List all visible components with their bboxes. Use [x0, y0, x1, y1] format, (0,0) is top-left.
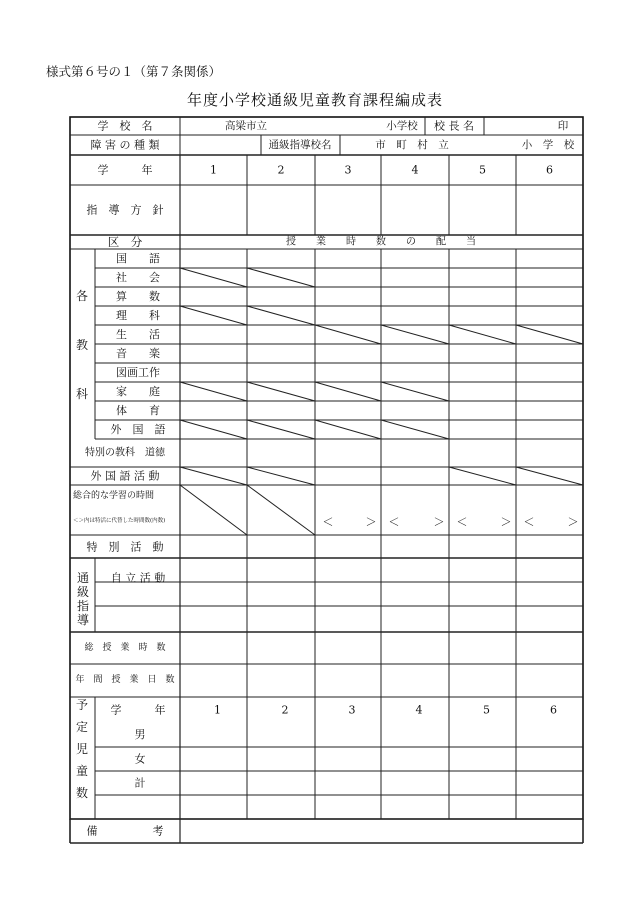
municipality-text: 市 町 村 立 — [375, 139, 449, 151]
division-label: 区 分 — [107, 235, 143, 249]
grade-number-4: 4 — [411, 163, 419, 177]
gender-label-2: 女 — [134, 752, 146, 766]
city-text: 高梁市立 — [225, 120, 267, 132]
principal-label: 校 長 名 — [434, 119, 474, 133]
expected-grade-4: 4 — [415, 703, 423, 717]
expected-grade-6: 6 — [550, 703, 557, 717]
remarks-label: 備 考 — [86, 824, 164, 838]
gender-label-3: 計 — [134, 776, 146, 790]
subject-label-8: 家 庭 — [116, 385, 160, 398]
hours-allocation-header: 授 業 時 数 の 配 当 — [286, 236, 476, 248]
subject-group-char: 各 — [75, 289, 89, 303]
grade-number-5: 5 — [479, 163, 486, 177]
gender-label-1: 男 — [134, 728, 146, 741]
expected-group-char: 数 — [75, 786, 89, 800]
subject-label-9: 体 育 — [116, 404, 160, 417]
seal-label: 印 — [557, 120, 569, 132]
bracket-close: ＞ — [365, 515, 377, 529]
moral-education-label: 特別の教科 道徳 — [85, 447, 165, 459]
not-applicable-diagonal — [449, 467, 516, 485]
not-applicable-diagonal — [381, 325, 449, 344]
school-type-text: 小学校 — [386, 120, 418, 132]
tsukyu-group-char: 導 — [76, 613, 90, 627]
not-applicable-diagonal — [247, 420, 315, 439]
not-applicable-diagonal — [247, 485, 315, 535]
not-applicable-diagonal — [180, 420, 247, 439]
special-activity-label: 特 別 活 動 — [86, 540, 164, 554]
subject-label-10: 外 国 語 — [110, 423, 166, 436]
expected-group-char: 童 — [75, 764, 89, 778]
independence-activity-label: 自 立 活 動 — [110, 571, 166, 585]
guidance-policy-label: 指 導 方 針 — [86, 203, 164, 217]
not-applicable-diagonal — [247, 268, 315, 287]
bracket-open: ＜ — [456, 515, 468, 529]
not-applicable-diagonal — [315, 325, 381, 344]
not-applicable-diagonal — [516, 325, 583, 344]
not-applicable-diagonal — [180, 306, 247, 325]
tsukyu-group-char: 級 — [76, 585, 90, 599]
subject-label-3: 算 数 — [116, 290, 160, 303]
tsukyu-group-char: 指 — [76, 599, 90, 613]
school-name-label: 学 校 名 — [97, 119, 153, 133]
bracket-close: ＞ — [433, 515, 445, 529]
integrated-study-label: 総合的な学習の時間 — [73, 491, 155, 501]
subject-label-7: 図画工作 — [116, 366, 160, 379]
bracket-open: ＜ — [322, 515, 334, 529]
school-type-suffix: 小 学 校 — [521, 139, 575, 151]
not-applicable-diagonal — [315, 382, 381, 401]
foreign-language-activity-label: 外 国 語 活 動 — [90, 469, 160, 483]
bracket-close: ＞ — [567, 515, 579, 529]
expected-grade-5: 5 — [483, 703, 490, 717]
grade-number-1: 1 — [210, 163, 217, 177]
grade-number-6: 6 — [546, 163, 553, 177]
bracket-open: ＜ — [388, 515, 400, 529]
subject-label-6: 音 楽 — [116, 347, 160, 360]
annual-days-label: 年 間 授 業 日 数 — [75, 675, 175, 685]
grade-number-3: 3 — [344, 163, 352, 177]
not-applicable-diagonal — [381, 382, 449, 401]
subject-label-4: 理 科 — [116, 309, 160, 322]
expected-grade-2: 2 — [281, 703, 289, 717]
expected-group-char: 定 — [75, 720, 89, 734]
subject-label-1: 国 語 — [116, 252, 160, 265]
not-applicable-diagonal — [247, 467, 315, 485]
not-applicable-diagonal — [180, 268, 247, 287]
subject-group-char: 科 — [75, 387, 89, 401]
grade-number-2: 2 — [277, 163, 285, 177]
expected-grade-label: 学 年 — [110, 703, 166, 717]
subject-label-2: 社 会 — [116, 271, 160, 284]
instruction-school-label: 通級指導校名 — [268, 139, 332, 151]
not-applicable-diagonal — [315, 420, 381, 439]
not-applicable-diagonal — [247, 382, 315, 401]
grade-label: 学 年 — [97, 163, 153, 177]
expected-group-char: 児 — [75, 742, 89, 756]
bracket-open: ＜ — [523, 515, 535, 529]
subject-group-char: 教 — [75, 338, 89, 352]
expected-group-char: 予 — [75, 698, 89, 712]
not-applicable-diagonal — [180, 485, 247, 535]
not-applicable-diagonal — [516, 467, 583, 485]
form-number: 様式第６号の１（第７条関係） — [46, 64, 222, 79]
disability-type-label: 障 害 の 種 類 — [90, 138, 160, 152]
expected-grade-3: 3 — [348, 703, 356, 717]
tsukyu-group-char: 通 — [76, 571, 90, 585]
expected-grade-1: 1 — [214, 703, 221, 717]
not-applicable-diagonal — [180, 467, 247, 485]
not-applicable-diagonal — [247, 306, 315, 325]
subject-label-5: 生 活 — [116, 328, 160, 341]
form-title: 年度小学校通級児童教育課程編成表 — [186, 91, 443, 109]
not-applicable-diagonal — [449, 325, 516, 344]
not-applicable-diagonal — [381, 420, 449, 439]
bracket-close: ＞ — [500, 515, 512, 529]
not-applicable-diagonal — [180, 382, 247, 401]
integrated-study-note: ＜＞内は特活に代替した時間数(内数) — [73, 518, 166, 524]
total-hours-label: 総 授 業 時 数 — [84, 643, 166, 653]
